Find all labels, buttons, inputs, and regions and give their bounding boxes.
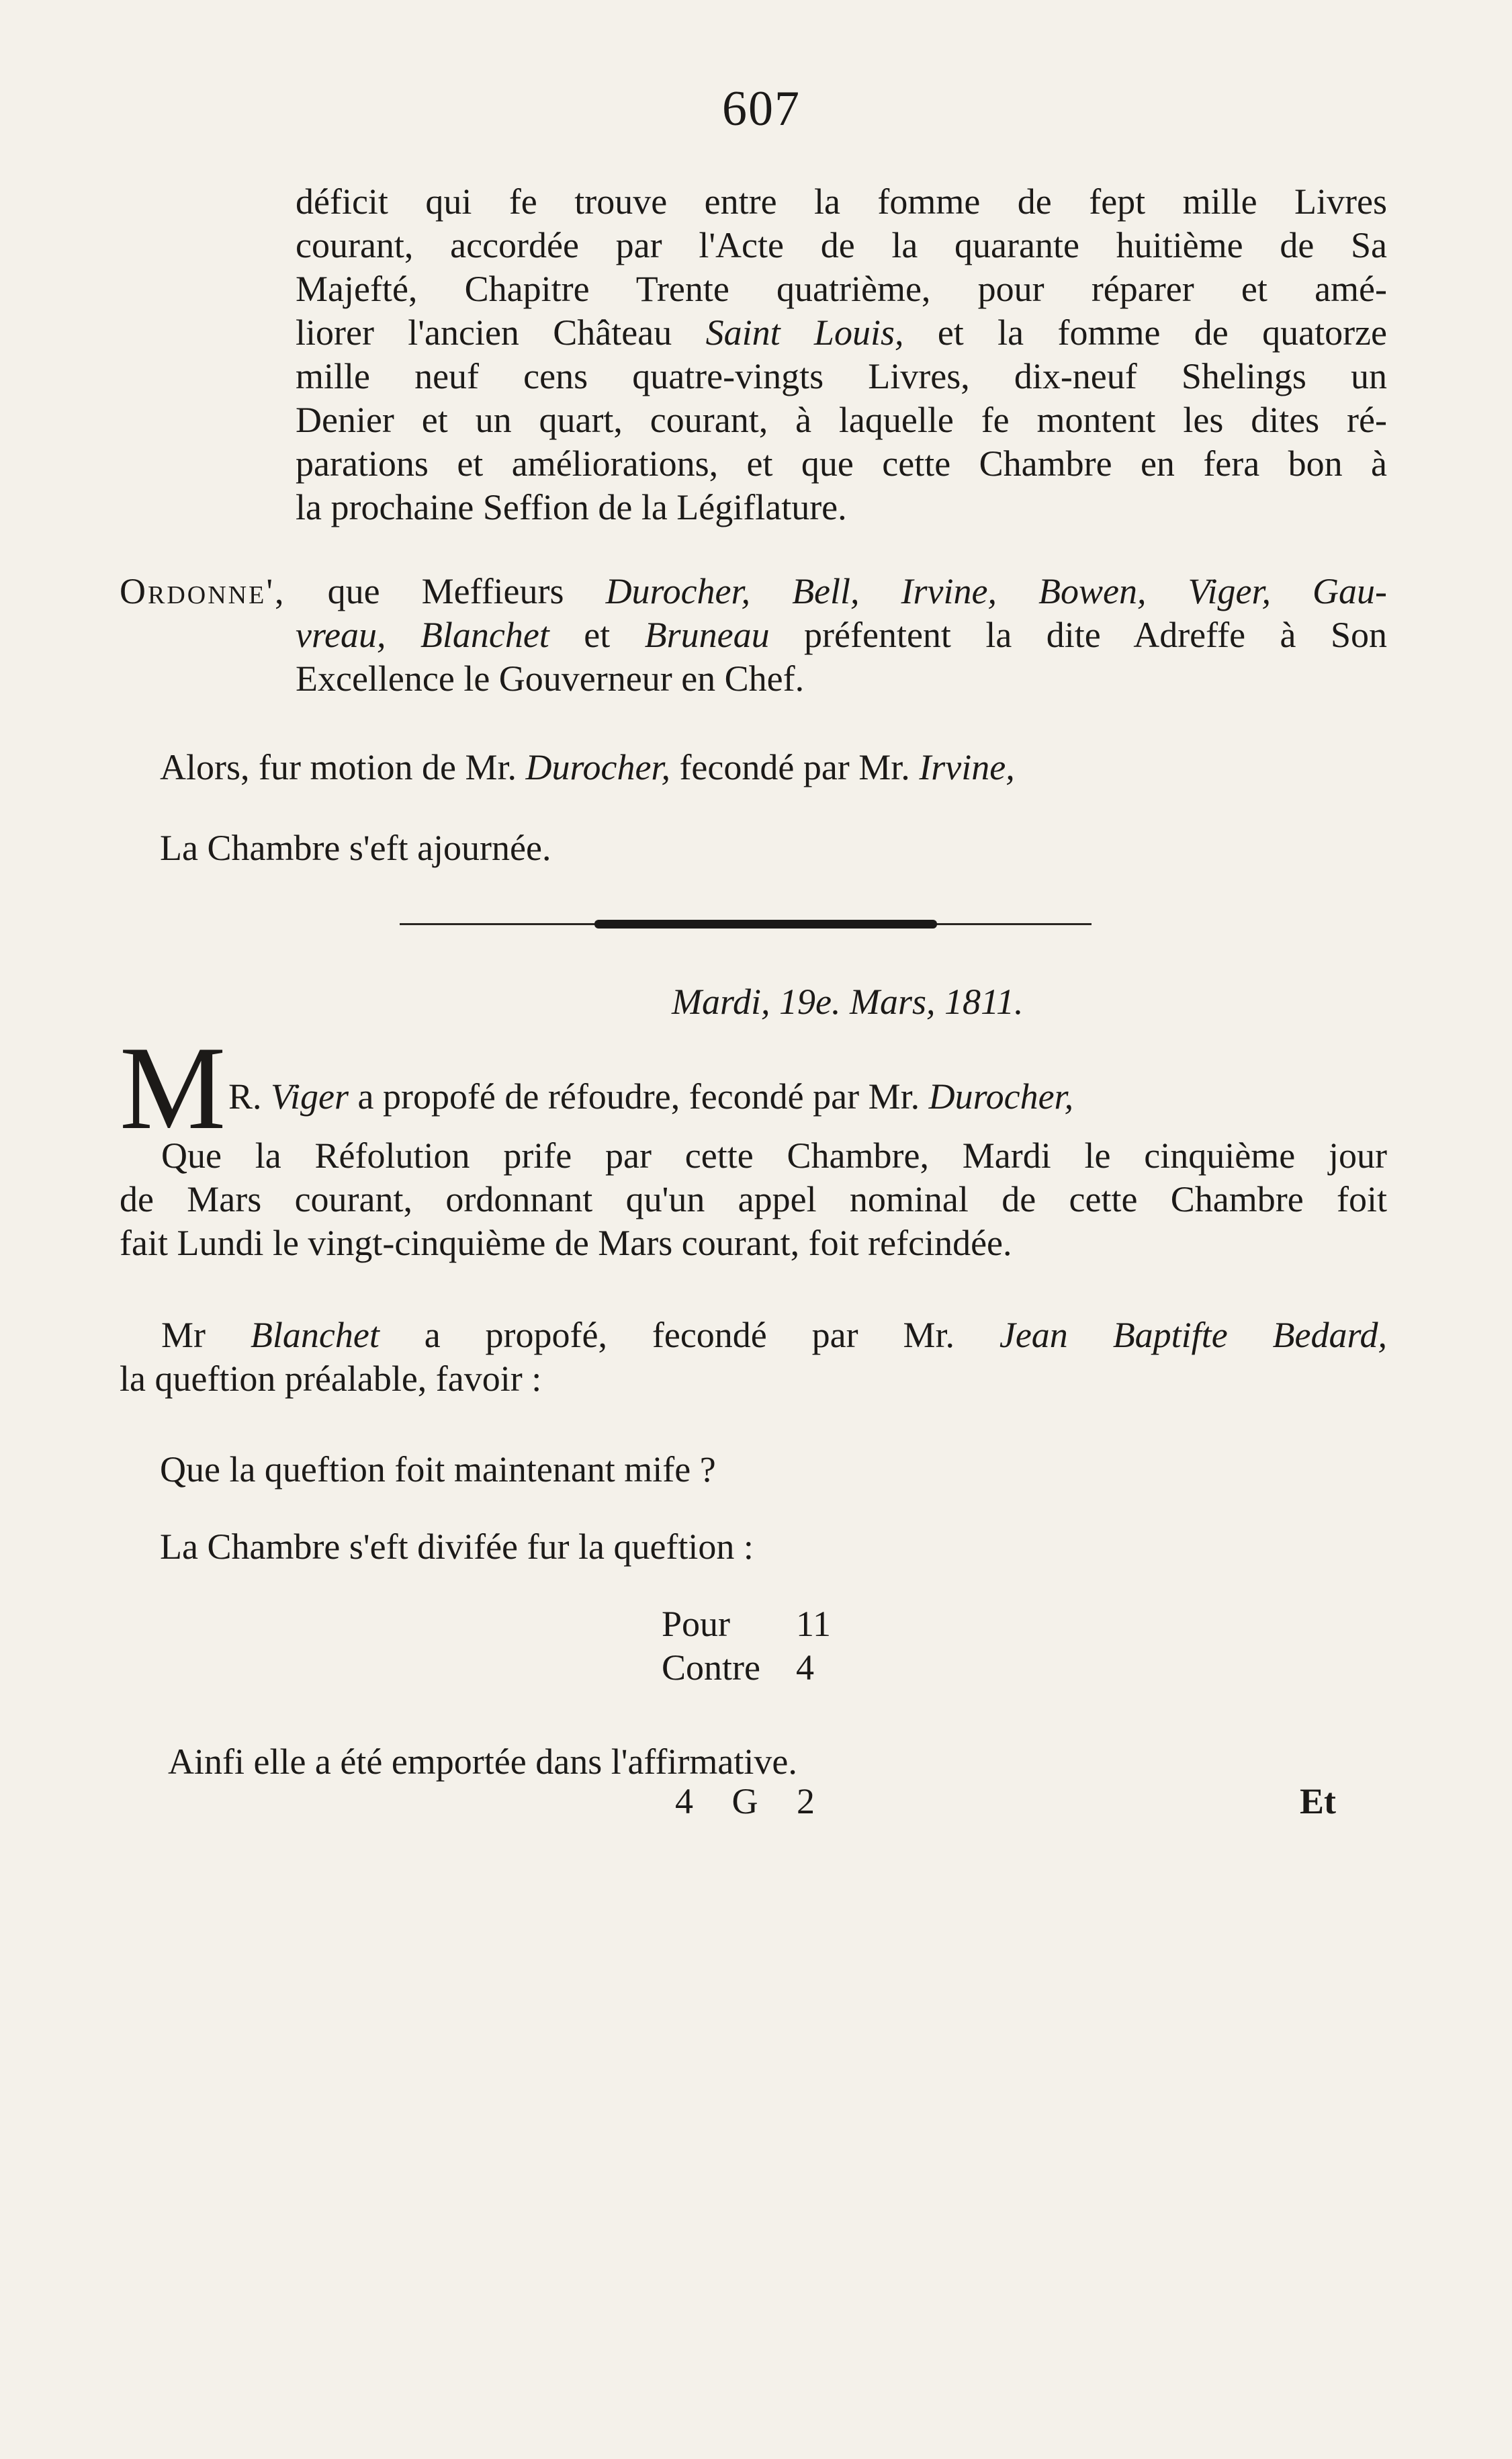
italic-name: Blanchet [250,1315,380,1355]
paragraph-blanchet [120,1313,1387,1401]
text-line: Excellence le Gouverneur en Chef. [296,658,805,699]
text-line: courant, accordée par l'Acte de la quarante huitième de Sa [296,225,1387,266]
text-line [296,311,1387,355]
drop-cap: M [120,1021,224,1154]
vote-label: Contre [662,1647,760,1688]
text-line: La Chambre s'eft divifée fur la queftion : [160,1526,754,1567]
text-run: fecondé par Mr. [670,747,920,787]
affirmative-line [168,1740,797,1784]
text-line [161,1313,1387,1357]
text-run: et la fomme de quatorze [903,312,1387,353]
question-line [160,1448,716,1492]
signature-mark: 4 G 2 [675,1781,830,1821]
text-line: Ainfi elle a été emportée dans l'affirmative. [168,1741,797,1782]
italic-names: vreau, Blanchet [296,615,549,656]
vote-value: 4 [796,1647,814,1688]
vote-value: 11 [796,1604,831,1644]
text-line: la queftion préalable, favoir : [120,1358,542,1399]
text-line: La Chambre s'eft ajournée. [160,828,551,868]
text-line: Que la queftion foit maintenant mife ? [160,1449,716,1490]
page-number: 607 [722,81,801,136]
text-run: R. [228,1076,271,1117]
vote-row-contre [662,1646,831,1690]
text-line: déficit qui fe trouve entre la fomme de fept mille Livres [296,181,1387,222]
paragraph-ordonne [120,570,1387,701]
text-run: a propofé de réfoudre, fecondé par Mr. [349,1076,929,1117]
text-line: Majefté, Chapitre Trente quatrième, pour réparer et amé- [296,269,1387,310]
italic-name: Durocher, [928,1076,1074,1117]
paragraph-resolution [120,1134,1387,1265]
text-run: Mr [161,1315,251,1355]
ordonne-heading: Ordonne', [120,571,286,611]
italic-name: Saint Louis, [705,312,904,353]
text-line [296,613,1387,657]
adjourn-line [160,826,551,870]
rule-thick [594,920,937,929]
catchword: Et [1300,1781,1336,1821]
division-line [160,1525,754,1569]
text-run: liorer l'ancien Château [296,312,706,353]
text-line: mille neuf cens quatre-vingts Livres, dix-neuf Shelings un [296,356,1387,397]
text-line: fait Lundi le vingt-cinquième de Mars courant, foit refcindée. [120,1223,1012,1264]
decorative-rule [400,919,1092,929]
text-run: Alors, fur motion de Mr. [160,747,526,787]
text-line: Denier et un quart, courant, à laquelle fe montent les dites ré- [296,400,1387,441]
italic-names: Durocher, Bell, Irvine, Bowen, Viger, Gau- [605,571,1387,611]
text-line [228,1075,1073,1119]
text-run: que Meffieurs [285,571,606,611]
italic-name: Durocher, [525,747,670,787]
text-run: a propofé, fecondé par Mr. [379,1315,999,1355]
italic-name: Bruneau [644,615,770,656]
motion-line [160,746,1015,789]
italic-name: Jean Baptifte Bedard, [999,1315,1387,1355]
italic-name: Irvine, [919,747,1015,787]
text-run: et [549,615,645,656]
vote-tally [662,1602,831,1690]
text-line: Que la Réfolution prife par cette Chambre, Mardi le cinquième jour [161,1135,1387,1176]
date-heading: Mardi, 19e. Mars, 1811. [672,982,1024,1022]
text-line [160,746,1015,789]
text-line: la prochaine Seffion de la Légiflature. [296,487,847,528]
text-line: parations et améliorations, et que cette Chambre en fera bon à [296,443,1387,484]
text-line: de Mars courant, ordonnant qu'un appel nominal de cette Chambre foit [120,1179,1387,1220]
paragraph-deficit [296,180,1387,530]
text-run: préfentent la dite Adreffe à Son [769,615,1387,656]
vote-label: Pour [662,1604,731,1644]
text-line [120,570,1387,613]
viger-line [228,1075,1073,1119]
italic-name: Viger [271,1076,349,1117]
vote-row-pour [662,1602,831,1646]
